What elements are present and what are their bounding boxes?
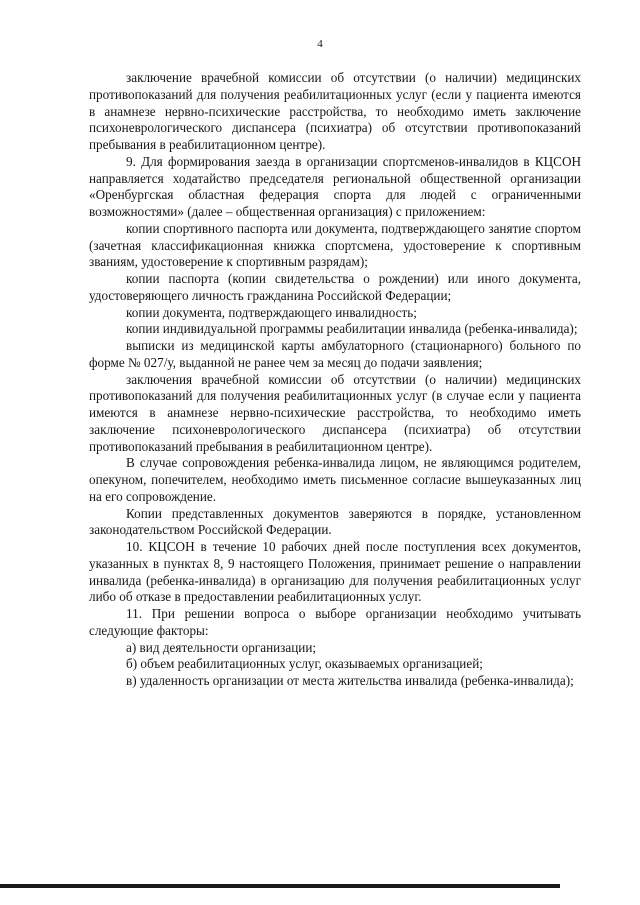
paragraph: заключения врачебной комиссии об отсутствии (о наличии) медицинских противопоказаний для получения реабилитационных услуг (в случае если у пациента имеются в анамнезе нервно-психические расстройства, то необходимо иметь заключение психоневрологического диспансера (психиатра) об отсутствии противопоказаний пребывания в реабилитационном центре).: [89, 371, 581, 454]
paragraph: копии документа, подтверждающего инвалидность;: [126, 304, 417, 320]
document-body: [89, 70, 581, 690]
paragraph: заключение врачебной комиссии об отсутствии (о наличии) медицинских противопоказаний для получения реабилитационных услуг (если у пациента имеются в анамнезе нервно-психические расстройства, то необходимо иметь заключение психоневрологического диспансера (психиатра) об отсутствии противопоказаний пребывания в реабилитационном центре).: [89, 70, 581, 152]
paragraph: копии паспорта (копии свидетельства о рождении) или иного документа, удостоверяющего личность гражданина Российской Федерации;: [89, 271, 581, 303]
list-item: б) объем реабилитационных услуг, оказываемых организацией;: [126, 656, 483, 672]
paragraph: 9. Для формирования заезда в организации спортсменов-инвалидов в КЦСОН направляется ходатайство председателя региональной общественной организации «Оренбургская областная федерация спорта для людей с ограниченными возможностями» (далее – общественная организация) с приложением:: [89, 153, 581, 219]
list-item: а) вид деятельности организации;: [126, 639, 317, 655]
paragraph: Копии представленных документов заверяются в порядке, установленном законодательством Российской Федерации.: [89, 505, 581, 538]
paragraph: копии индивидуальной программы реабилитации инвалида (ребенка-инвалида);: [126, 321, 578, 337]
page-number: 4: [317, 38, 323, 50]
paragraph: 10. КЦСОН в течение 10 рабочих дней после поступления всех документов, указанных в пунктах 8, 9 настоящего Положения, принимает решение о направлении инвалида (ребенка-инвалида) в организацию для получения реабилитационных услуг либо об отказе в предоставлении реабилитационных услуг.: [89, 539, 581, 605]
list-item: в) удаленность организации от места жительства инвалида (ребенка-инвалида);: [126, 673, 574, 688]
paragraph: В случае сопровождения ребенка-инвалида лицом, не являющимся родителем, опекуном, попечителем, необходимо иметь письменное согласие вышеуказанных лиц на его сопровождение.: [89, 455, 581, 504]
paragraph: копии спортивного паспорта или документа, подтверждающего занятие спортом (зачетная классификационная книжка спортсмена, удостоверение к спортивным званиям, удостоверение к спортивным разрядам);: [89, 220, 581, 270]
bottom-scan-border: [0, 884, 560, 888]
paragraph: 11. При решении вопроса о выборе организации необходимо учитывать следующие факторы:: [89, 606, 581, 638]
paragraph: выписки из медицинской карты амбулаторного (стационарного) больного по форме № 027/у, выданной не ранее чем за месяц до подачи заявления;: [89, 338, 581, 370]
